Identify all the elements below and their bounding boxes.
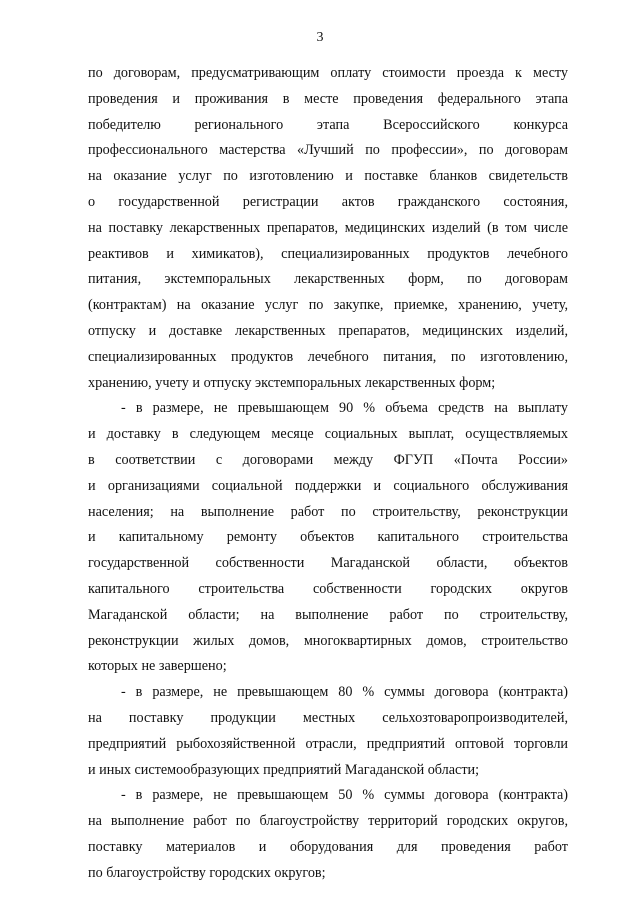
text-line: отпуску и доставке лекарственных препаратов, медицинских изделий, [88,322,568,339]
text-line: в соответствии с договорами между ФГУП «Почта России» [88,451,568,468]
text-line: предприятий рыбохозяйственной отрасли, предприятий оптовой торговли [88,735,568,752]
text-line: и капитальному ремонту объектов капитального строительства [88,529,568,546]
text-line: государственной собственности Магаданской области, объектов [88,555,568,572]
text-line: реконструкции жилых домов, многоквартирных домов, строительство [88,632,568,649]
text-line: о государственной регистрации актов гражданского состояния, [88,193,568,210]
text-line: и иных системообразующих предприятий Магаданской области; [88,761,480,778]
text-line: хранению, учету и отпуску экстемпоральных лекарственных форм; [88,374,496,391]
text-line: на поставку продукции местных сельхозтоваропроизводителей, [88,709,568,726]
page-number: 3 [316,30,324,45]
paragraph-ninety-percent [88,396,568,680]
text-line: на поставку лекарственных препаратов, медицинских изделий (в том числе [88,219,568,236]
text-line: Магаданской области; на выполнение работ по строительству, [88,606,568,623]
text-line: капитального строительства собственности городских округов [88,580,568,597]
text-line: на выполнение работ по благоустройству территорий городских округов, [88,813,568,830]
text-line: поставку материалов и оборудования для проведения работ [88,838,568,855]
paragraph-continuation [88,61,568,396]
text-line: и доставку в следующем месяце социальных выплат, осуществляемых [88,426,568,443]
text-line: проведения и проживания в месте проведения федерального этапа [88,90,568,107]
text-line: профессионального мастерства «Лучший по профессии», по договорам [88,142,568,159]
text-line: - в размере, не превышающем 80 % суммы договора (контракта) [121,684,568,701]
paragraph-fifty-percent [88,783,568,886]
text-line: специализированных продуктов лечебного питания, по изготовлению, [88,348,568,365]
text-line: которых не завершено; [88,658,227,675]
text-line: победителю регионального этапа Всероссийского конкурса [88,116,568,133]
text-line: и организациями социальной поддержки и социального обслуживания [88,477,568,494]
paragraph-eighty-percent [88,680,568,783]
text-line: по благоустройству городских округов; [88,864,326,881]
text-line: (контрактам) на оказание услуг по закупке, приемке, хранению, учету, [88,297,568,314]
text-line: на оказание услуг по изготовлению и поставке бланков свидетельств [88,168,568,185]
text-line: по договорам, предусматривающим оплату стоимости проезда к месту [88,65,568,81]
text-line: - в размере, не превышающем 50 % суммы договора (контракта) [121,787,568,804]
text-line: реактивов и химикатов), специализированных продуктов лечебного [88,245,568,262]
text-line: - в размере, не превышающем 90 % объема средств на выплату [121,400,568,417]
text-line: питания, экстемпоральных лекарственных форм, по договорам [88,271,568,288]
document-body [88,61,568,887]
text-line: населения; на выполнение работ по строительству, реконструкции [88,503,568,520]
